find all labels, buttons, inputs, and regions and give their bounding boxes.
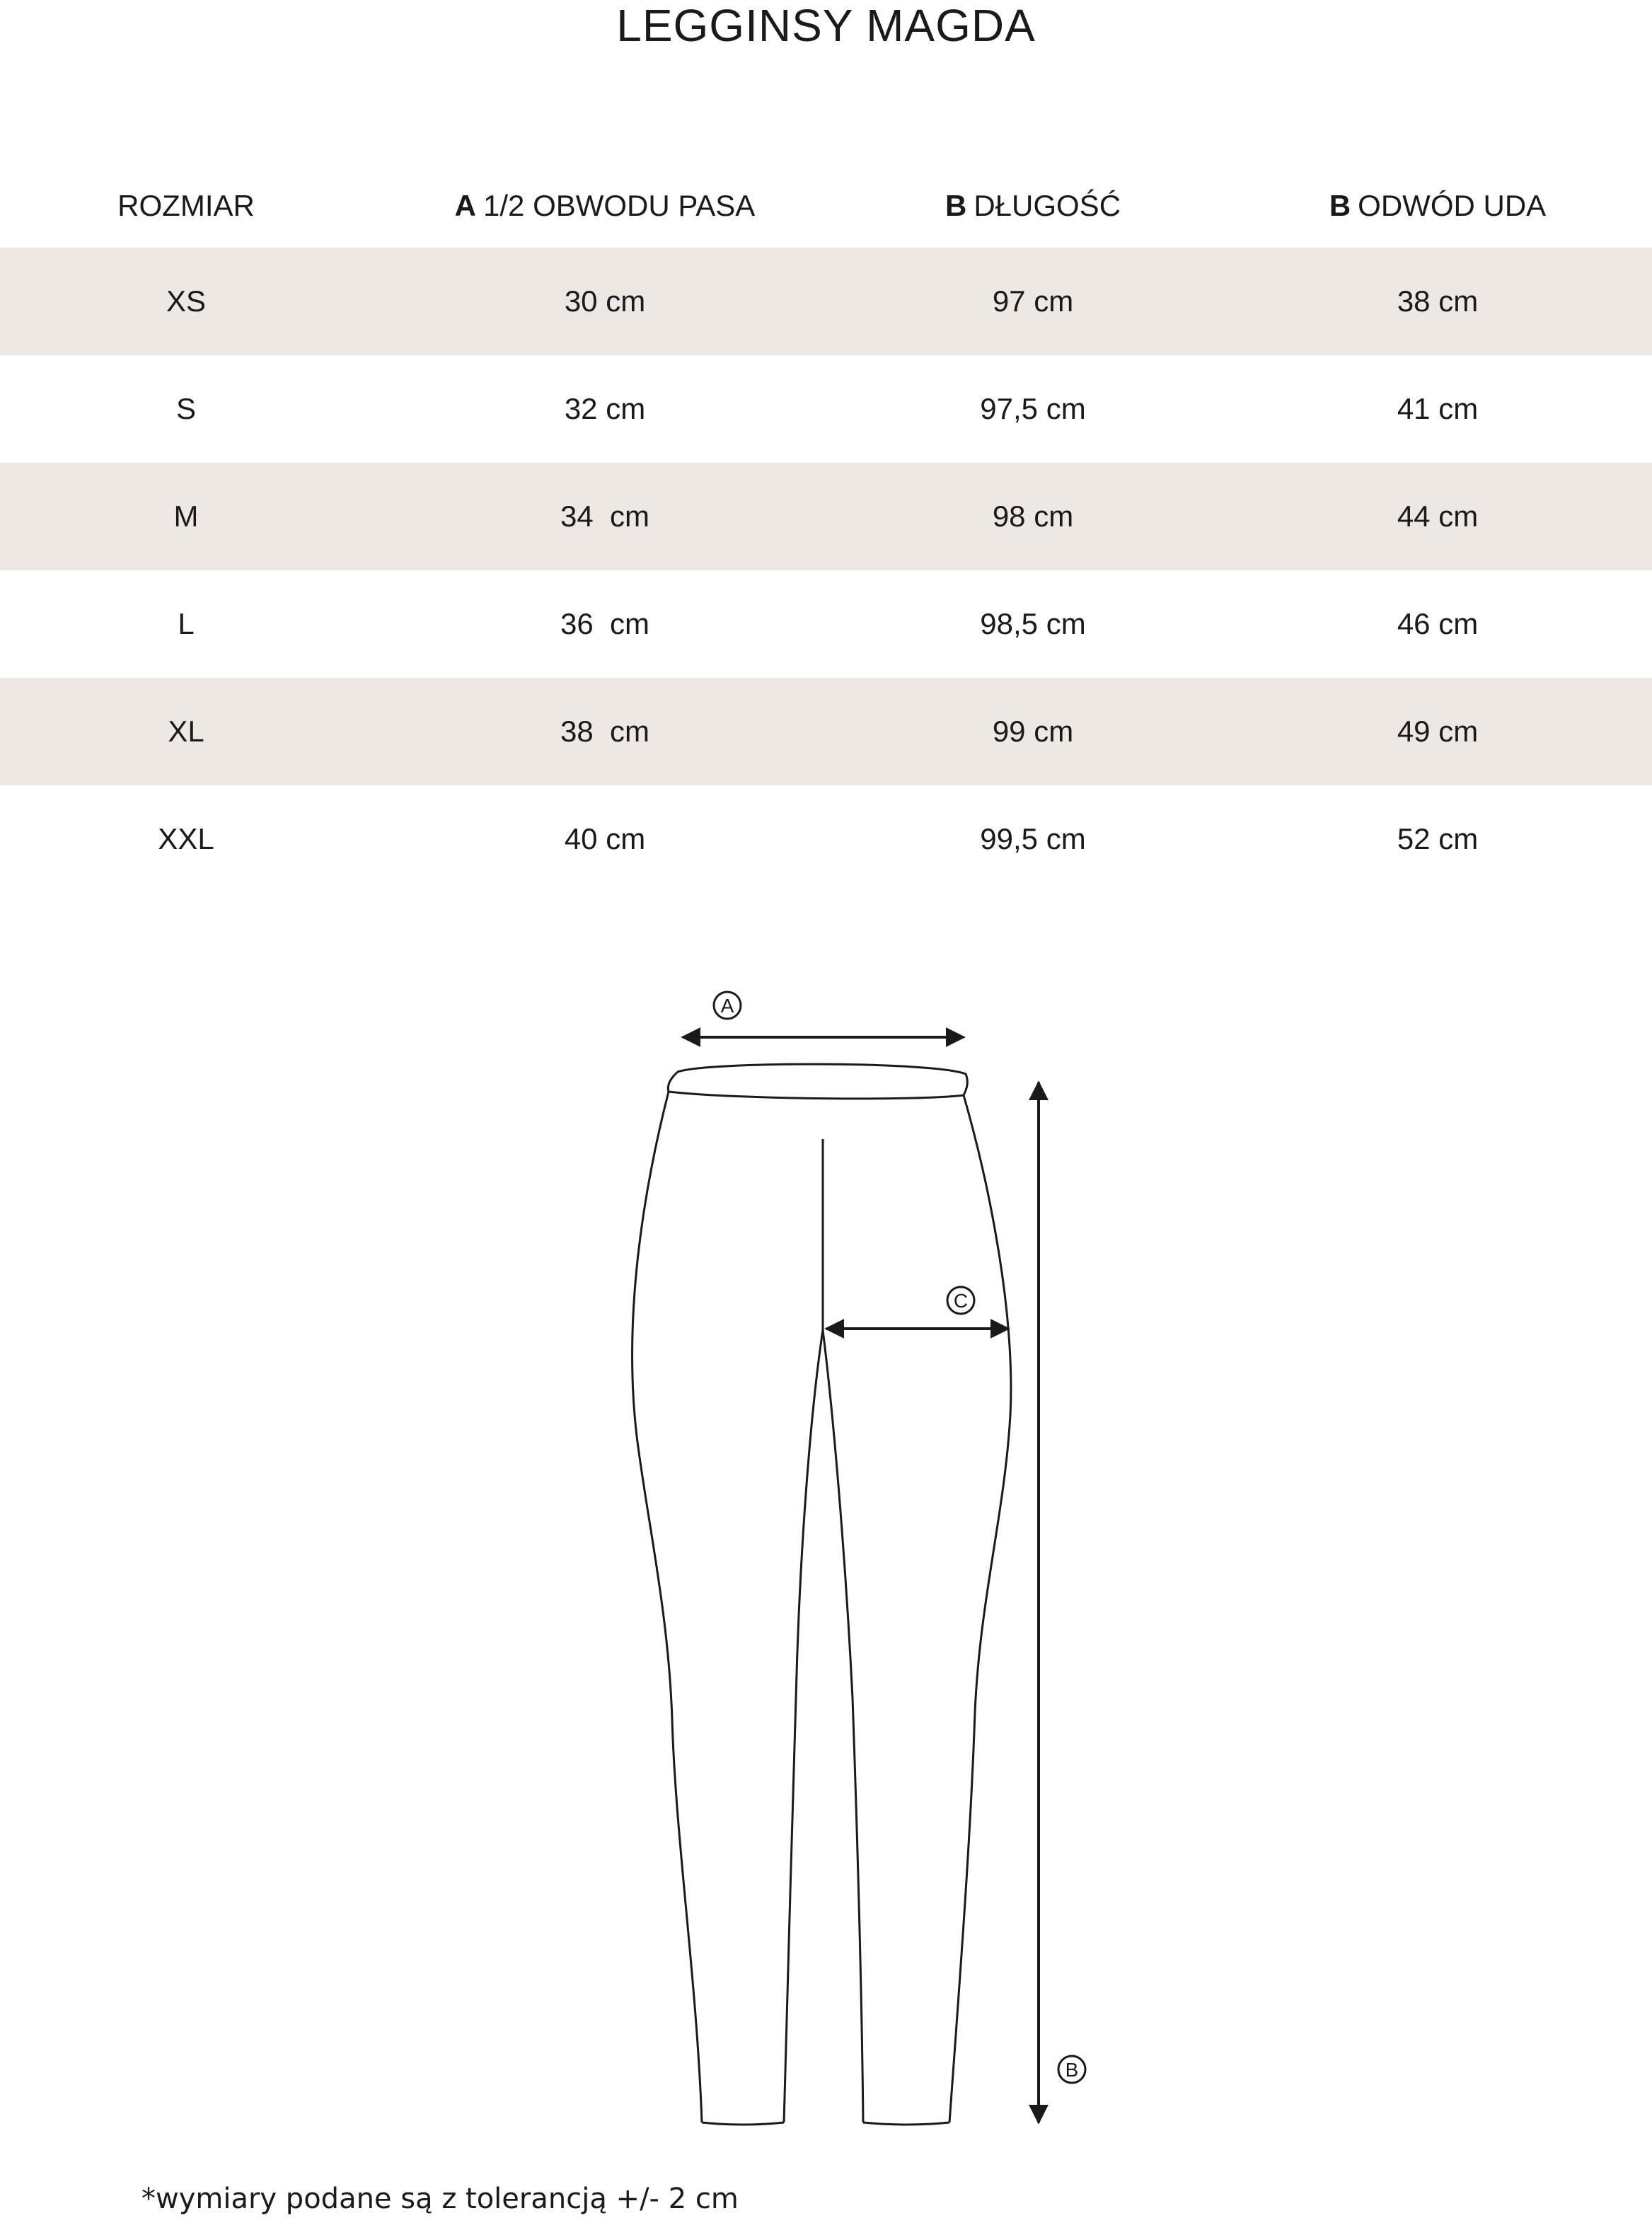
table-row xyxy=(0,463,1652,570)
size-cell: XS xyxy=(166,284,207,318)
table-row xyxy=(0,248,1652,355)
right-hem xyxy=(863,2122,949,2125)
size-cell: S xyxy=(175,392,197,425)
tolerance-footnote: *wymiary podane są z tolerancją +/- 2 cm xyxy=(141,2183,739,2215)
left-inner-seam xyxy=(784,1330,823,2122)
header-length: B DŁUGOŚĆ xyxy=(945,189,1121,222)
page-title: LEGGINSY MAGDA xyxy=(616,0,1036,51)
table-row xyxy=(0,678,1652,785)
length-cell: 97 cm xyxy=(992,284,1074,318)
thigh-cell: 52 cm xyxy=(1397,822,1479,855)
marker-c-label: C xyxy=(953,1290,969,1312)
left-outer-seam xyxy=(633,1092,702,2122)
waist-cell: 38 cm xyxy=(560,715,650,748)
thigh-cell: 41 cm xyxy=(1397,392,1479,425)
waist-cell: 32 cm xyxy=(564,392,646,425)
table-header-row xyxy=(0,164,1652,248)
waist-cell: 30 cm xyxy=(564,284,646,318)
leggings-diagram xyxy=(0,976,1652,2151)
right-inner-seam xyxy=(823,1330,863,2122)
waistband-top xyxy=(668,1064,967,1099)
marker-a-label: A xyxy=(720,995,734,1017)
size-cell: M xyxy=(173,499,199,533)
table-row xyxy=(0,355,1652,463)
header-waist: A 1/2 OBWODU PASA xyxy=(454,189,756,222)
size-cell: XL xyxy=(168,715,204,748)
length-cell: 97,5 cm xyxy=(980,392,1086,425)
waist-cell: 40 cm xyxy=(564,822,646,855)
left-hem xyxy=(702,2122,784,2125)
length-cell: 98 cm xyxy=(992,499,1074,533)
table-row xyxy=(0,570,1652,678)
length-cell: 99,5 cm xyxy=(980,822,1086,855)
waist-cell: 34 cm xyxy=(560,499,650,533)
table-row xyxy=(0,785,1652,893)
thigh-cell: 49 cm xyxy=(1397,715,1479,748)
size-table xyxy=(0,164,1652,893)
thigh-cell: 46 cm xyxy=(1397,607,1479,640)
right-outer-seam xyxy=(949,1095,1011,2122)
header-size: ROZMIAR xyxy=(117,189,255,222)
thigh-cell: 38 cm xyxy=(1397,284,1479,318)
length-cell: 98,5 cm xyxy=(980,607,1086,640)
thigh-cell: 44 cm xyxy=(1397,499,1479,533)
size-cell: L xyxy=(178,607,195,640)
length-cell: 99 cm xyxy=(992,715,1074,748)
header-thigh: B ODWÓD UDA xyxy=(1329,189,1547,222)
waist-cell: 36 cm xyxy=(560,607,650,640)
marker-b-label: B xyxy=(1065,2059,1079,2081)
size-cell: XXL xyxy=(158,822,214,855)
